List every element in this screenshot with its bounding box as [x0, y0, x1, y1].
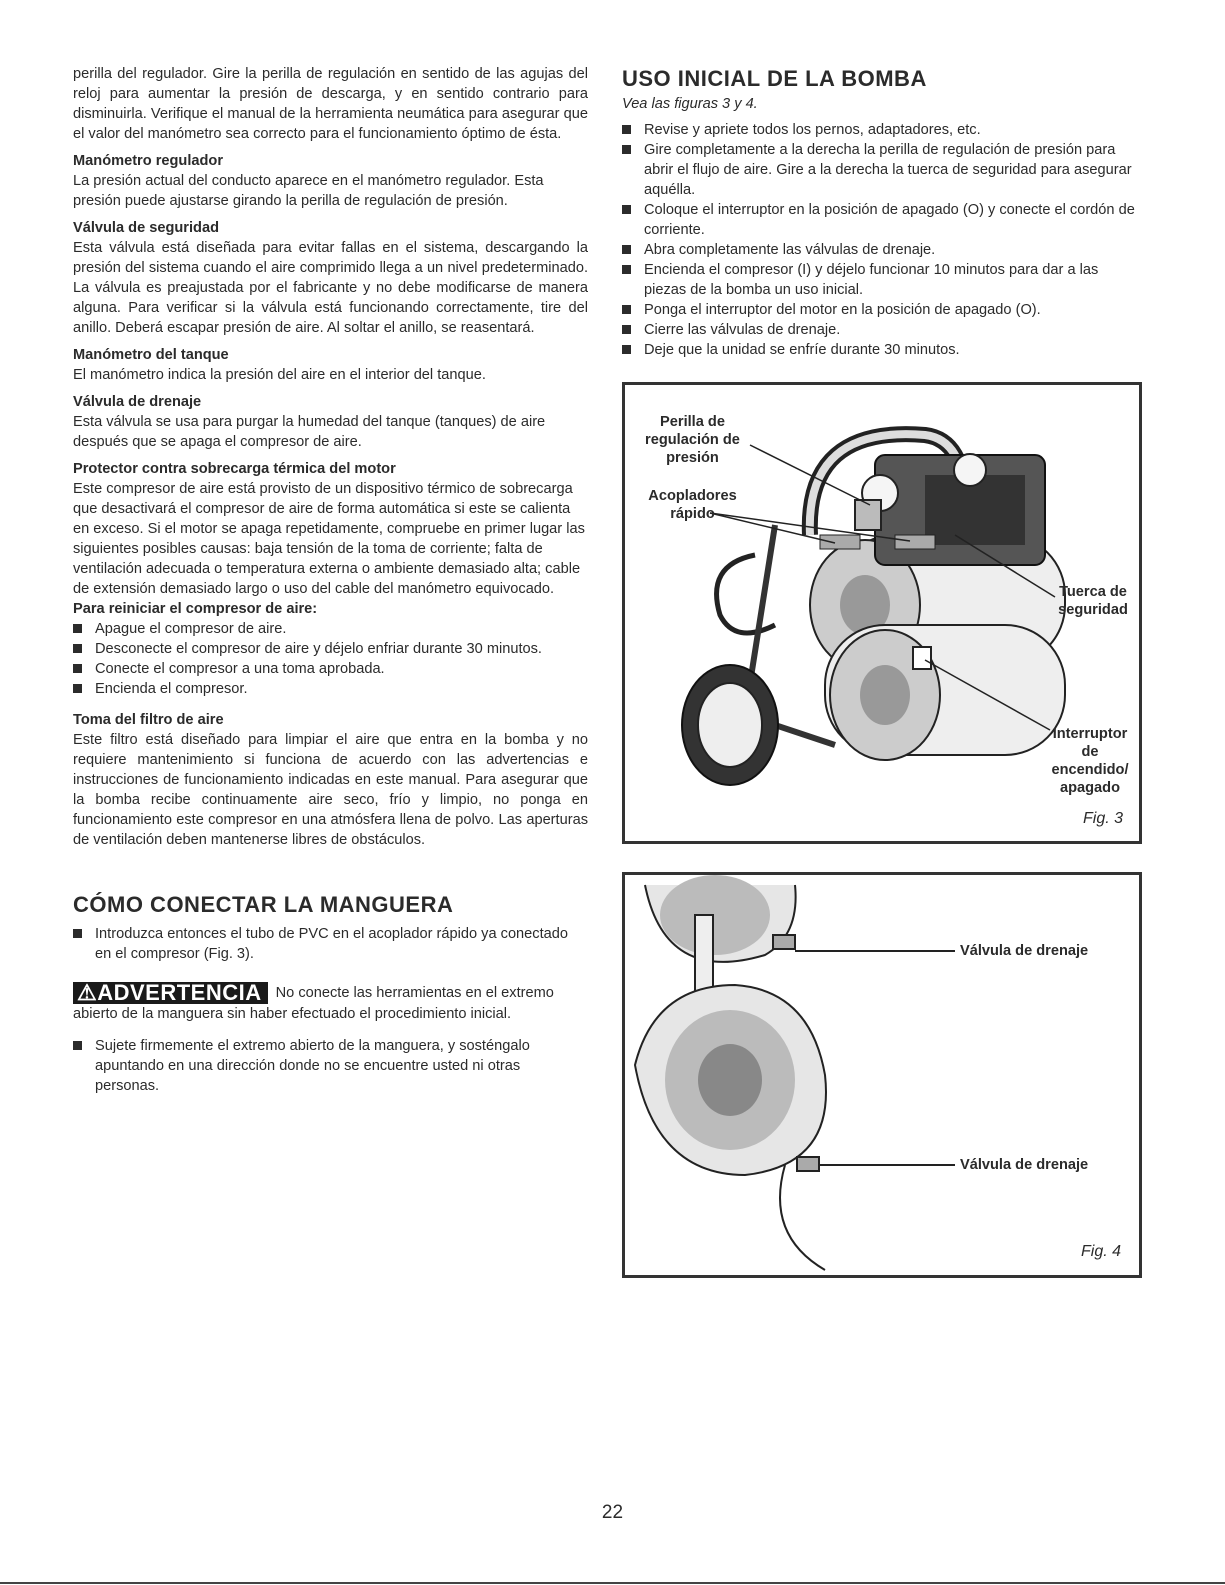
section-text: El manómetro indica la presión del aire en el interior del tanque. [73, 367, 486, 383]
label-drain-valve-lower: Válvula de drenaje [960, 1157, 1089, 1173]
page-number: 22 [601, 1502, 624, 1523]
section-heading: Válvula de drenaje [73, 394, 202, 410]
label-quick-couplers: Acopladores rápido [648, 488, 737, 522]
bullet-square-icon [622, 325, 631, 334]
label-on-off-switch: Interruptor de encendido/ apagado [1051, 726, 1129, 796]
drain-valve-illustration [625, 875, 1139, 1275]
list-item-text: Apague el compresor de aire. [95, 621, 287, 637]
list-item [73, 924, 588, 964]
list-item [622, 320, 1142, 340]
hose-heading: CÓMO CONECTAR LA MANGUERA [73, 892, 454, 917]
section-text: La presión actual del conducto aparece en el manómetro regulador. Esta presión puede ajustarse girando la perilla de regulación de presión. [73, 173, 544, 209]
bullet-square-icon [622, 305, 631, 314]
right-column [622, 66, 1142, 360]
list-item [73, 679, 588, 699]
list-item [73, 619, 588, 639]
list-item-text: Ponga el interruptor del motor en la posición de apagado (O). [644, 302, 1041, 318]
list-item-text: Encienda el compresor (I) y déjelo funcionar 10 minutos para dar a las piezas de la bomba un uso inicial. [644, 262, 1099, 298]
list-item [73, 659, 588, 679]
bullet-square-icon [73, 664, 82, 673]
label-pressure-knob: Perilla de regulación de presión [645, 414, 740, 466]
label-lock-nut: Tuerca de seguridad [1058, 584, 1128, 618]
bullet-square-icon [73, 929, 82, 938]
list-item-text: Sujete firmemente el extremo abierto de la manguera, y sosténgalo apuntando en una dirección donde no se encuentre usted ni otras personas. [95, 1038, 530, 1094]
bullet-square-icon [622, 125, 631, 134]
list-item-text: Encienda el compresor. [95, 681, 248, 697]
bullet-square-icon [622, 265, 631, 274]
intro-paragraph: perilla del regulador. Gire la perilla de regulación en sentido de las agujas del reloj para aumentar la presión de descarga, y en sentido contrario para disminuirla. Verifique el manual de la herramienta neumática para asegurar que el valor del manómetro sea correcto para el funcionamiento óptimo de ésta. [73, 66, 588, 142]
list-item-text: Introduzca entonces el tubo de PVC en el acoplador rápido ya conectado en el compresor (Fig. 3). [95, 926, 568, 962]
warning-block [73, 982, 588, 1024]
list-item [73, 639, 588, 659]
list-item [622, 340, 1142, 360]
list-item [73, 1036, 588, 1096]
list-item-text: Cierre las válvulas de drenaje. [644, 322, 841, 338]
section-heading: Protector contra sobrecarga térmica del motor [73, 461, 396, 477]
bullet-square-icon [622, 205, 631, 214]
list-item-text: Coloque el interruptor en la posición de apagado (O) y conecte el cordón de corriente. [644, 202, 1135, 238]
label-drain-valve-upper: Válvula de drenaje [960, 943, 1089, 959]
list-item-text: Deje que la unidad se enfríe durante 30 minutos. [644, 342, 960, 358]
figure-caption: Fig. 3 [1083, 810, 1124, 827]
section-heading: Manómetro regulador [73, 153, 224, 169]
list-item [622, 200, 1142, 240]
section-heading: Toma del filtro de aire [73, 712, 224, 728]
list-item-text: Conecte el compresor a una toma aprobada. [95, 661, 385, 677]
list-item [622, 240, 1142, 260]
warning-badge-label: ADVERTENCIA [97, 980, 262, 1005]
see-figures-note: Vea las figuras 3 y 4. [622, 96, 758, 112]
bullet-square-icon [73, 684, 82, 693]
steps-list [622, 120, 1142, 360]
list-item [622, 140, 1142, 200]
section-text: Esta válvula se usa para purgar la humedad del tanque (tanques) de aire después que se apaga el compresor de aire. [73, 414, 546, 450]
left-column [73, 64, 588, 1096]
reset-heading: Para reiniciar el compresor de aire: [73, 601, 318, 617]
list-item [622, 260, 1142, 300]
figure-3 [622, 382, 1142, 844]
list-item [622, 300, 1142, 320]
section-heading: Válvula de seguridad [73, 220, 219, 236]
list-item-text: Gire completamente a la derecha la perilla de regulación de presión para abrir el flujo de aire. Gire a la derecha la tuerca de seguridad para asegurar aquélla. [644, 142, 1132, 198]
bullet-square-icon [622, 345, 631, 354]
warning-text: No conecte las herramientas en el extremo abierto de la manguera sin haber efectuado el procedimiento inicial. [73, 985, 554, 1022]
list-item-text: Desconecte el compresor de aire y déjelo enfriar durante 30 minutos. [95, 641, 542, 657]
warning-triangle-icon: ⚠ [77, 980, 98, 1005]
bullet-square-icon [73, 624, 82, 633]
list-item-text: Abra completamente las válvulas de drenaje. [644, 242, 936, 258]
list-item [622, 120, 1142, 140]
warning-badge [73, 982, 268, 1004]
section-text: Esta válvula está diseñada para evitar fallas en el sistema, descargando la presión del sistema cuando el aire comprimido llega a un nivel predeterminado. La válvula es preajustada por el fabricante y no debe modificarse de manera alguna. Para verificar si la válvula está funcionando correctamente, tire del anillo. Deberá escapar presión de aire. Al soltar el anillo, se reasentará. [73, 240, 588, 336]
section-heading: Manómetro del tanque [73, 347, 229, 363]
bullet-square-icon [73, 1041, 82, 1050]
section-text: Este compresor de aire está provisto de un dispositivo térmico de sobrecarga que desactivará el compresor de aire de forma automática si este se calienta en exceso. Si el motor se apaga repetidamente, compruebe en primer lugar las siguientes posibles causas: baja tensión de la toma de corriente; falta de ventilación adecuada o temperatura externa o ambiente demasiado alta; cable de extensión demasiado largo o uso del cable del manómetro equivocado. [73, 481, 585, 597]
initial-use-heading: USO INICIAL DE LA BOMBA [622, 66, 927, 91]
list-item-text: Revise y apriete todos los pernos, adaptadores, etc. [644, 122, 981, 138]
bullet-square-icon [73, 644, 82, 653]
figure-caption: Fig. 4 [1081, 1243, 1122, 1260]
bullet-square-icon [622, 245, 631, 254]
bullet-square-icon [622, 145, 631, 154]
figure-4 [622, 872, 1142, 1278]
bottom-rule [0, 1582, 1225, 1584]
section-text: Este filtro está diseñado para limpiar el aire que entra en la bomba y no requiere mantenimiento si funciona de acuerdo con las advertencias e instrucciones de funcionamiento indicadas en este manual. Para asegurar que la bomba recibe continuamente aire seco, frío y limpio, no ponga en funcionamiento este compresor en una atmósfera llena de polvo. Las aperturas de ventilación deben mantenerse libres de obstáculos. [73, 732, 588, 848]
